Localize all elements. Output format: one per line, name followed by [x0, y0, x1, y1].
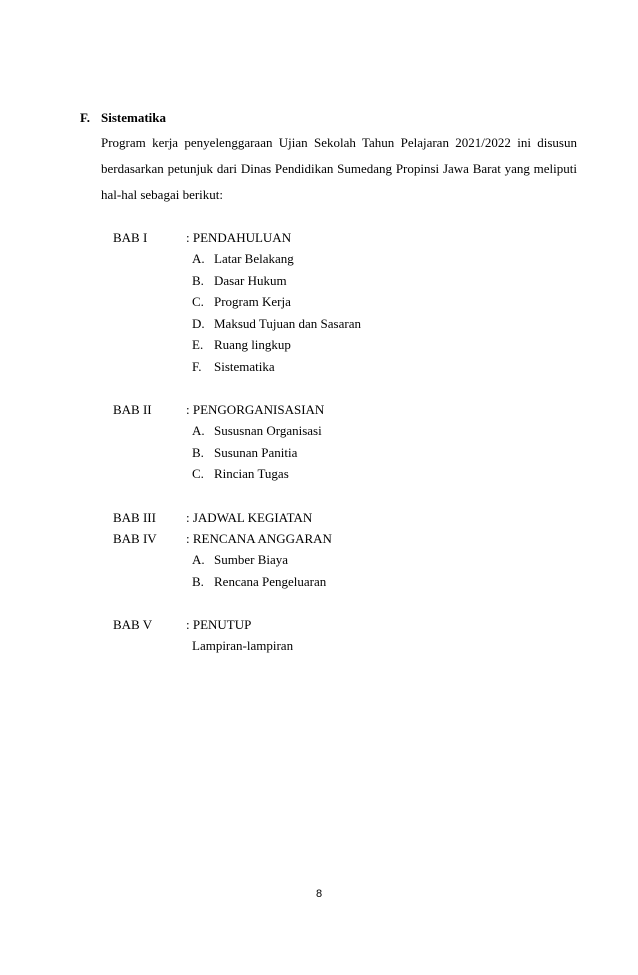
- list-item: [192, 574, 326, 596]
- list-item: [192, 273, 361, 295]
- bab-item-list: [192, 552, 326, 595]
- list-item: [192, 337, 361, 359]
- item-text: Rincian Tugas: [214, 466, 289, 481]
- intro-paragraph: [101, 130, 577, 208]
- list-item: [192, 316, 361, 338]
- list-item: [192, 466, 322, 488]
- item-letter: B.: [192, 573, 204, 589]
- section-title: [80, 110, 166, 126]
- page-number: 8: [315, 888, 323, 900]
- bab-code: BAB III: [113, 510, 156, 525]
- item-letter: E.: [192, 337, 204, 352]
- bab-heading: : PENUTUP: [186, 617, 252, 632]
- bab-note: Lampiran-lampiran: [192, 638, 294, 653]
- item-text: Sumber Biaya: [214, 552, 289, 567]
- item-text: Maksud Tujuan dan Sasaran: [214, 315, 361, 331]
- item-text: Latar Belakang: [214, 251, 294, 266]
- bab-heading: : PENDAHULUAN: [186, 230, 292, 245]
- list-item: [192, 294, 361, 316]
- bab-heading: : RENCANA ANGGARAN: [186, 531, 332, 546]
- item-letter: C.: [192, 294, 204, 309]
- item-text: Dasar Hukum: [214, 272, 287, 288]
- item-letter: F.: [192, 358, 202, 374]
- list-item: [192, 445, 322, 467]
- item-letter: B.: [192, 444, 204, 460]
- item-text: Sususnan Organisasi: [214, 423, 322, 438]
- section-title-text: Sistematika: [101, 110, 166, 125]
- list-item: [192, 552, 326, 574]
- item-letter: A.: [192, 251, 205, 266]
- bab-heading: : PENGORGANISASIAN: [186, 402, 325, 417]
- paragraph-line: hal-hal sebagai berikut:: [101, 187, 224, 202]
- item-text: Ruang lingkup: [214, 337, 291, 352]
- item-text: Sistematika: [214, 358, 275, 374]
- list-item: [192, 359, 361, 381]
- item-letter: A.: [192, 552, 205, 567]
- item-letter: A.: [192, 423, 205, 438]
- item-letter: D.: [192, 315, 205, 331]
- bab-code: BAB II: [113, 402, 152, 417]
- bab-heading: : JADWAL KEGIATAN: [186, 510, 313, 525]
- bab-code: BAB IV: [113, 531, 157, 546]
- bab-code: BAB I: [113, 230, 148, 245]
- paragraph-line: berdasarkan petunjuk dari Dinas Pendidikan Sumedang Propinsi Jawa Barat yang meliputi: [101, 161, 577, 176]
- bab-code: BAB V: [113, 617, 153, 632]
- paragraph-line: Program kerja penyelenggaraan Ujian Sekolah Tahun Pelajaran 2021/2022 ini disusun: [101, 135, 577, 150]
- item-text: Susunan Panitia: [214, 444, 298, 460]
- list-item: [192, 251, 361, 273]
- item-letter: C.: [192, 466, 204, 481]
- item-letter: B.: [192, 272, 204, 288]
- bab-item-list: [192, 423, 322, 488]
- bab-item-list: [192, 251, 361, 380]
- item-text: Rencana Pengeluaran: [214, 573, 327, 589]
- section-letter: F.: [80, 110, 90, 125]
- item-text: Program Kerja: [214, 294, 291, 309]
- list-item: [192, 423, 322, 445]
